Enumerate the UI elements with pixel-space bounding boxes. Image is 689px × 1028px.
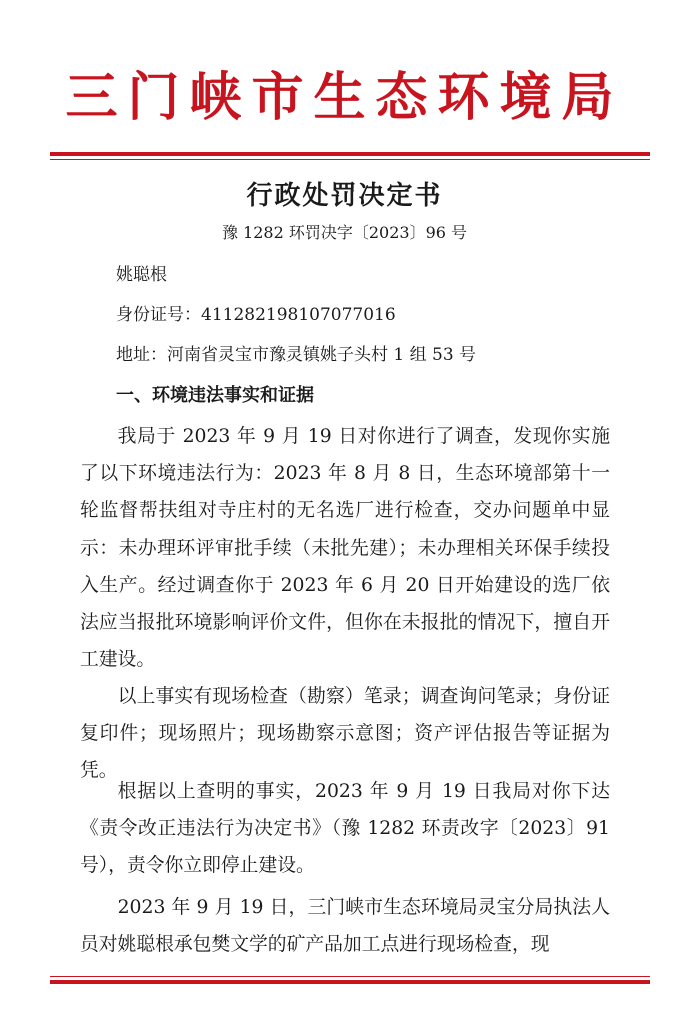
party-id-number: 身份证号：411282198107077016 xyxy=(116,305,396,325)
paragraph-evidence: 以上事实有现场检查（勘察）笔录；调查询问笔录；身份证复印件；现场照片；现场勘察示意图；资产评估报告等证据为凭。 xyxy=(80,686,610,782)
header-rule-thick xyxy=(50,152,650,156)
footer-rule-thick xyxy=(50,980,650,984)
footer-red-rule xyxy=(50,976,650,984)
document-number: 豫 1282 环罚决字〔2023〕96 号 xyxy=(221,223,468,242)
document-title: 行政处罚决定书 xyxy=(246,181,443,211)
party-name: 姚聪根 xyxy=(116,265,167,285)
header-rule-thin xyxy=(50,159,650,160)
section-heading-facts: 一、环境违法事实和证据 xyxy=(116,385,314,406)
paragraph-order: 根据以上查明的事实，2023 年 9 月 19 日我局对你下达《责令改正违法行为决定书》（豫 1282 环责改字〔2023〕91 号），责令你立即停止建设。 xyxy=(80,781,610,877)
agency-header: 三门峡市生态环境局 xyxy=(65,67,624,128)
footer-rule-thin xyxy=(50,976,650,977)
paragraph-facts: 我局于 2023 年 9 月 19 日对你进行了调查，发现你实施了以下环境违法行为：2023 年 8 月 8 日，生态环境部第十一轮监督帮扶组对寺庄村的无名选厂进行检查，交办问题单中显示：未办理环评审批手续（未批先建）；未办理相关环保手续投入生产。经过调查你于 2023 年 6 月 20 日开始建设的选厂依法应当报批环境影响评价文件，但你在未报批的情况下，擅自开工建设。 xyxy=(80,426,610,671)
header-red-rule xyxy=(50,152,650,160)
paragraph-inspection: 2023 年 9 月 19 日，三门峡市生态环境局灵宝分局执法人员对姚聪根承包樊文学的矿产品加工点进行现场检查，现 xyxy=(80,897,610,956)
party-address: 地址：河南省灵宝市豫灵镇姚子头村 1 组 53 号 xyxy=(116,345,477,365)
